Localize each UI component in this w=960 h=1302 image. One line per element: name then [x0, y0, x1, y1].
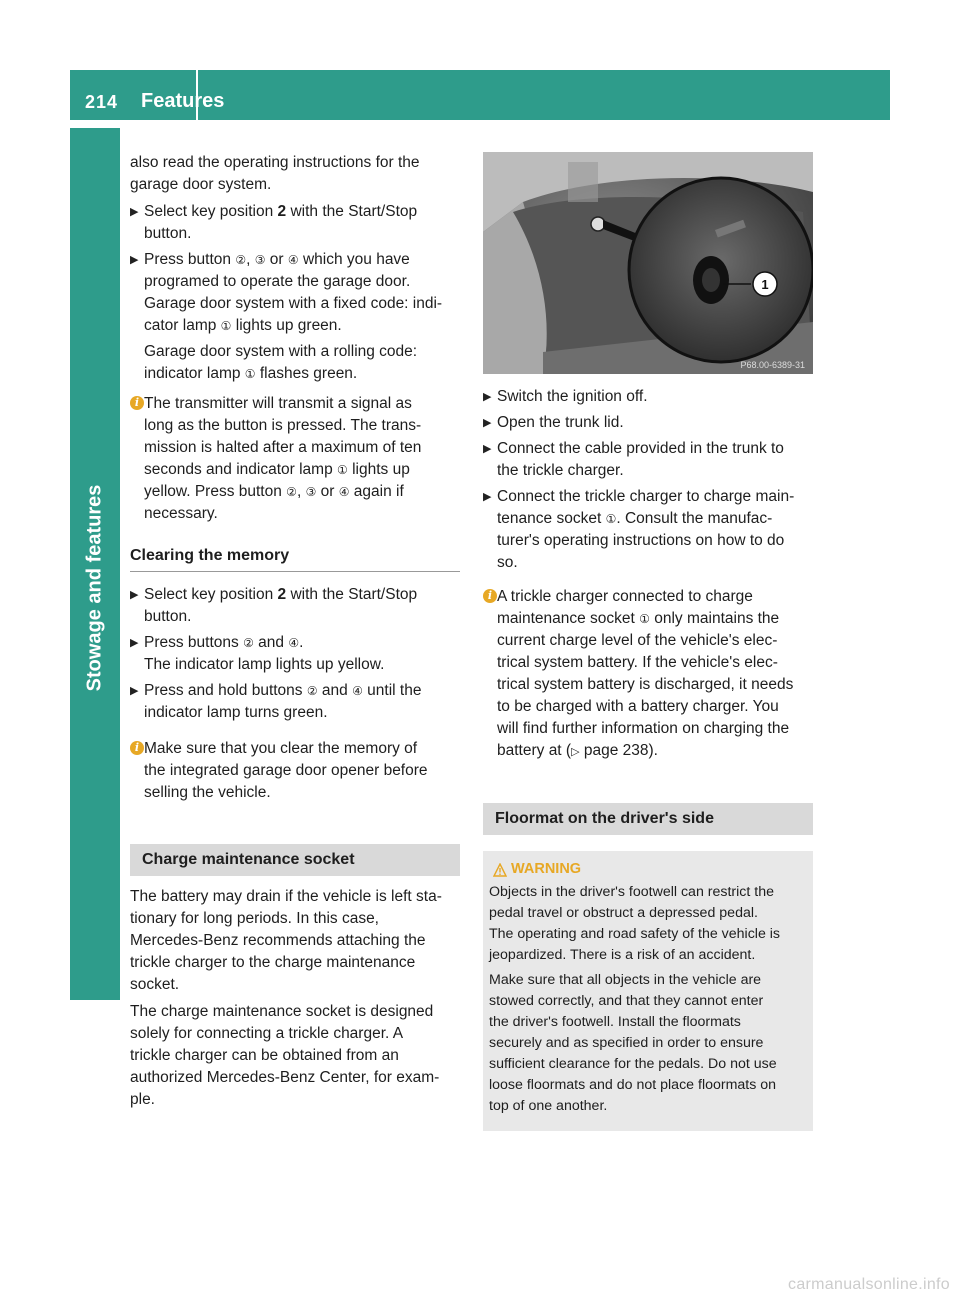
warning-label: WARNING: [511, 861, 582, 877]
step-select-key: ▶ Select key position 2 with the Start/Stop button.: [130, 203, 418, 242]
page-title: Features: [141, 90, 225, 112]
charge-paragraph-2: The charge maintenance socket is designed solely for connecting a trickle charger. A trickle charger can be obtained from an authorized Mercedes-Benz Center, for exam- ple.: [130, 1003, 440, 1108]
note-transmitter: i The transmitter will transmit a signal as long as the button is pressed. The trans- mission is halted after a maximum of ten seconds and indicator lamp ① lights up yellow. Press button ②, ③ or ④ again if necessary.: [130, 393, 460, 525]
step-clear-hold-buttons: ▶ Press and hold buttons ② and ④ until the indicator lamp turns green.: [130, 682, 422, 721]
watermark: carmanualsonline.info: [788, 1276, 950, 1293]
step-arrow-icon: ▶: [130, 685, 139, 697]
step-arrow-icon: ▶: [130, 637, 139, 649]
note-trickle-charger: i A trickle charger connected to charge maintenance socket ① only maintains the current charge level of the vehicle's elec- trical system battery. If the vehicle's elec- trical system battery is discharged, it needs to be charged with a battery charger. You will find further information on charging the battery at (▷ page 238).: [483, 586, 813, 763]
step-arrow-icon: ▶: [130, 589, 139, 601]
charge-socket-heading: Charge maintenance socket: [130, 844, 460, 876]
step-clear-press-buttons: ▶ Press buttons ② and ④. The indicator lamp lights up yellow.: [130, 634, 385, 673]
info-icon: i: [483, 589, 497, 603]
warning-triangle-icon: [493, 863, 507, 877]
trunk-socket-photo: [483, 152, 813, 374]
clearing-memory-heading: Clearing the memory: [130, 535, 460, 572]
right-column: [483, 152, 813, 1131]
step-open-trunk: ▶ Open the trunk lid.: [483, 412, 813, 434]
page-ref-arrow-icon: ▷: [571, 746, 580, 758]
step-arrow-icon: ▶: [483, 443, 492, 455]
warning-paragraph-1: Objects in the driver's footwell can restrict the pedal travel or obstruct a depressed pedal. The operating and road safety of the vehicle is jeopardized. There is a risk of an accident.: [489, 884, 781, 963]
step-press-button: ▶ Press button ②, ③ or ④ which you have programed to operate the garage door. Garage door system with a fixed code: indi- cator lamp ① lights up green.: [130, 251, 443, 334]
note-clear-memory: i Make sure that you clear the memory of the integrated garage door opener before selling the vehicle.: [130, 738, 460, 804]
step-connect-charger: ▶ Connect the trickle charger to charge main- tenance socket ①. Consult the manufac- turer's operating instructions on how to do so.: [483, 488, 795, 571]
step-ignition-off: ▶ Switch the ignition off.: [483, 386, 813, 408]
floormat-heading: Floormat on the driver's side: [483, 803, 813, 835]
step-arrow-icon: ▶: [483, 391, 492, 403]
step-arrow-icon: ▶: [130, 254, 139, 266]
info-icon: i: [130, 396, 144, 410]
figure-code: P68.00-6389-31: [740, 360, 805, 370]
step-arrow-icon: ▶: [483, 491, 492, 503]
intro-paragraph: also read the operating instructions for the garage door system.: [130, 154, 420, 193]
warning-box: [483, 851, 813, 1131]
step-connect-cable: ▶ Connect the cable provided in the trunk to the trickle charger.: [483, 440, 784, 479]
charge-paragraph-1: The battery may drain if the vehicle is left sta- tionary for long periods. In this case, Mercedes-Benz recommends attaching the trickle charger to the charge maintenance socket.: [130, 888, 442, 993]
callout-label: 1: [761, 277, 769, 292]
step-arrow-icon: ▶: [130, 206, 139, 218]
rolling-code-paragraph: Garage door system with a rolling code: indicator lamp ① flashes green.: [144, 343, 418, 382]
step-arrow-icon: ▶: [483, 417, 492, 429]
step-clear-select-key: ▶ Select key position 2 with the Start/Stop button.: [130, 586, 418, 625]
warning-header: [489, 859, 805, 880]
warning-paragraph-2: Make sure that all objects in the vehicle are stowed correctly, and that they cannot enter the driver's footwell. Install the floormats securely and as specified in order to ensure sufficient clearance for the pedals. Do not use loose floormats and do not place floormats on top of one another.: [489, 972, 777, 1114]
page-number: 214: [85, 92, 119, 112]
info-icon: i: [130, 741, 144, 755]
left-column: [130, 152, 460, 1116]
chapter-label: Stowage and features: [83, 484, 106, 692]
